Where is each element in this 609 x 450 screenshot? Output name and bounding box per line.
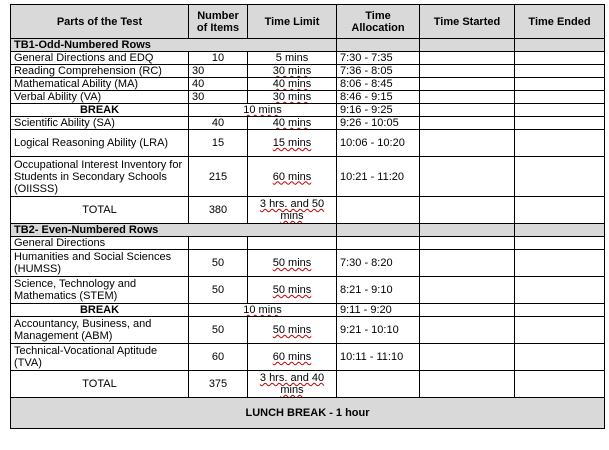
limit-cell: 60 mins [248, 344, 337, 371]
limit-cell: 30 mins [248, 91, 337, 104]
header-ended: Time Ended [515, 5, 605, 39]
section-title-tb1: TB1-Odd-Numbered Rows [11, 39, 337, 52]
table-row [11, 130, 605, 157]
break-row [11, 104, 605, 117]
part-cell: Reading Comprehension (RC) [11, 65, 189, 78]
limit-cell: 40 mins [248, 78, 337, 91]
ended-cell [515, 277, 605, 304]
ended-cell [515, 78, 605, 91]
alloc-cell: 7:30 - 7:35 [337, 52, 420, 65]
part-cell: General Directions [11, 237, 189, 250]
items-cell: 10 [189, 52, 248, 65]
total-label: TOTAL [11, 371, 189, 398]
section-row-tb1 [11, 39, 605, 52]
table-row [11, 52, 605, 65]
break-limit: 10 mins [189, 104, 337, 117]
part-cell: Humanities and Social Sciences (HUMSS) [11, 250, 189, 277]
alloc-cell: 7:36 - 8:05 [337, 65, 420, 78]
limit-cell: 60 mins [248, 157, 337, 197]
table-row [11, 317, 605, 344]
started-cell [420, 130, 515, 157]
part-cell: Technical-Vocational Aptitude (TVA) [11, 344, 189, 371]
break-label: BREAK [11, 304, 189, 317]
header-row [11, 5, 605, 39]
ended-cell [515, 65, 605, 78]
break-alloc: 9:16 - 9:25 [337, 104, 420, 117]
part-cell: Logical Reasoning Ability (LRA) [11, 130, 189, 157]
alloc-cell: 8:21 - 9:10 [337, 277, 420, 304]
table-row [11, 78, 605, 91]
ended-cell [515, 117, 605, 130]
items-cell: 215 [189, 157, 248, 197]
table-row [11, 157, 605, 197]
total-limit: 3 hrs. and 40 mins [248, 371, 337, 398]
started-cell [420, 52, 515, 65]
table-row [11, 237, 605, 250]
break-alloc: 9:11 - 9:20 [337, 304, 420, 317]
ended-cell [515, 91, 605, 104]
total-limit: 3 hrs. and 50 mins [248, 197, 337, 224]
part-cell: General Directions and EDQ [11, 52, 189, 65]
alloc-cell: 7:30 - 8:20 [337, 250, 420, 277]
started-cell [420, 157, 515, 197]
alloc-cell: 8:06 - 8:45 [337, 78, 420, 91]
alloc-cell: 10:21 - 11:20 [337, 157, 420, 197]
started-cell [420, 78, 515, 91]
items-cell: 40 [189, 117, 248, 130]
ended-cell [515, 130, 605, 157]
started-cell [420, 91, 515, 104]
started-cell [420, 65, 515, 78]
break-limit: 10 mins [189, 304, 337, 317]
started-cell [420, 317, 515, 344]
header-items: Number of Items [189, 5, 248, 39]
lunch-row [11, 398, 605, 429]
started-cell [420, 237, 515, 250]
part-cell: Scientific Ability (SA) [11, 117, 189, 130]
started-cell [420, 250, 515, 277]
started-cell [420, 344, 515, 371]
section-row-tb2 [11, 224, 605, 237]
limit-cell: 40 mins [248, 117, 337, 130]
limit-cell: 50 mins [248, 317, 337, 344]
items-cell: 50 [189, 277, 248, 304]
items-cell: 30 [189, 65, 248, 78]
ended-cell [515, 304, 605, 317]
table-row [11, 250, 605, 277]
table-row [11, 344, 605, 371]
items-cell: 50 [189, 317, 248, 344]
items-cell: 50 [189, 250, 248, 277]
part-cell: Accountancy, Business, and Management (ABM) [11, 317, 189, 344]
part-cell: Occupational Interest Inventory for Students in Secondary Schools (OIISSS) [11, 157, 189, 197]
alloc-cell: 10:06 - 10:20 [337, 130, 420, 157]
ended-cell [515, 237, 605, 250]
table-row [11, 277, 605, 304]
test-schedule-table [10, 4, 605, 429]
total-row [11, 197, 605, 224]
break-label: BREAK [11, 104, 189, 117]
header-allocation: Time Allocation [337, 5, 420, 39]
items-cell: 15 [189, 130, 248, 157]
part-cell: Mathematical Ability (MA) [11, 78, 189, 91]
ended-cell [515, 157, 605, 197]
started-cell [420, 304, 515, 317]
table-row [11, 91, 605, 104]
total-items: 380 [189, 197, 248, 224]
part-cell: Science, Technology and Mathematics (STEM) [11, 277, 189, 304]
alloc-cell: 10:11 - 11:10 [337, 344, 420, 371]
header-parts: Parts of the Test [11, 5, 189, 39]
alloc-cell: 9:21 - 10:10 [337, 317, 420, 344]
started-cell [420, 277, 515, 304]
section-title-tb2: TB2- Even-Numbered Rows [11, 224, 337, 237]
items-cell: 30 [189, 91, 248, 104]
limit-cell: 50 mins [248, 277, 337, 304]
table-row [11, 65, 605, 78]
limit-cell: 50 mins [248, 250, 337, 277]
total-label: TOTAL [11, 197, 189, 224]
table-row [11, 117, 605, 130]
limit-cell: 15 mins [248, 130, 337, 157]
header-started: Time Started [420, 5, 515, 39]
header-limit: Time Limit [248, 5, 337, 39]
part-cell: Verbal Ability (VA) [11, 91, 189, 104]
total-items: 375 [189, 371, 248, 398]
ended-cell [515, 250, 605, 277]
total-row [11, 371, 605, 398]
ended-cell [515, 52, 605, 65]
ended-cell [515, 104, 605, 117]
ended-cell [515, 317, 605, 344]
started-cell [420, 117, 515, 130]
lunch-break-label: LUNCH BREAK - 1 hour [11, 398, 605, 429]
alloc-cell: 8:46 - 9:15 [337, 91, 420, 104]
ended-cell [515, 344, 605, 371]
alloc-cell: 9:26 - 10:05 [337, 117, 420, 130]
limit-cell: 5 mins [248, 52, 337, 65]
items-cell: 60 [189, 344, 248, 371]
started-cell [420, 104, 515, 117]
break-row [11, 304, 605, 317]
limit-cell: 30 mins [248, 65, 337, 78]
items-cell: 40 [189, 78, 248, 91]
